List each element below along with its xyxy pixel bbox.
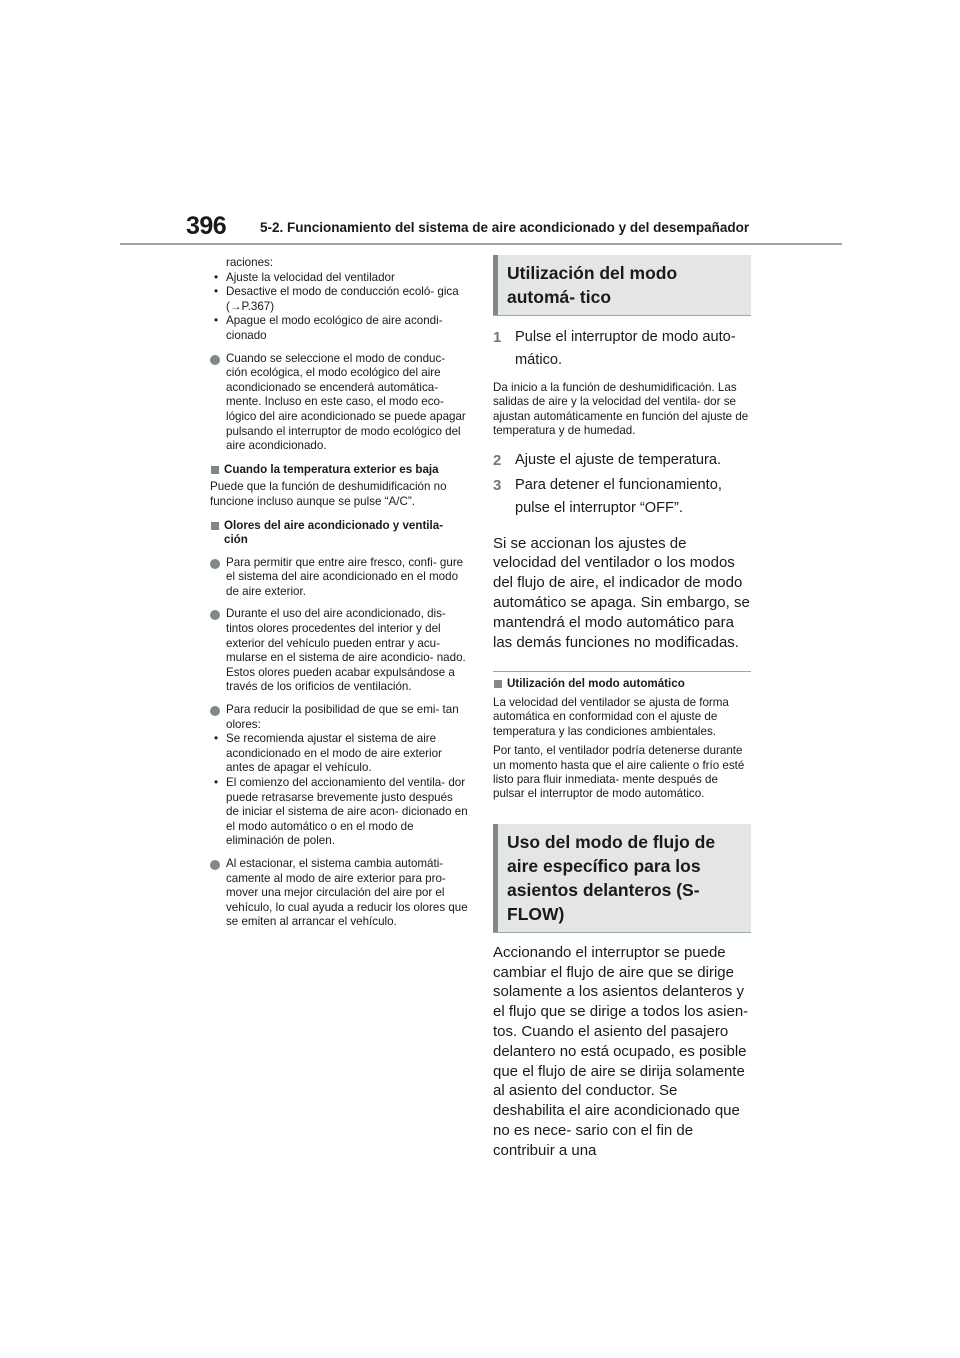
low-temp-text: Puede que la función de deshumidificación no funcione incluso aunque se pulse “A/C”. bbox=[210, 480, 447, 508]
odors-item-text: Durante el uso del aire acondicionado, dis- tintos olores procedentes del interior y del exterior del vehículo pueden entrar y acu- mularse en el sistema de aire acondicio- nado. Estos olores pueden acabar expulsándose a través de los orificios de ventilación. bbox=[226, 607, 466, 694]
circle-bullet-icon bbox=[210, 355, 220, 365]
left-column bbox=[210, 256, 468, 930]
bullet-icon: • bbox=[214, 285, 219, 299]
auto-use-heading-text: Utilización del modo automático bbox=[507, 677, 685, 691]
step-item bbox=[493, 326, 751, 372]
bullet-icon: • bbox=[214, 314, 219, 328]
circle-bullet-icon bbox=[210, 559, 220, 569]
step-number: 2 bbox=[493, 451, 502, 469]
sflow-section-title-text: Uso del modo de flujo de aire específico para los asientos delanteros (S-FLOW) bbox=[507, 831, 716, 924]
list-item-text: Apague el modo ecológico de aire acondi- cionado bbox=[226, 314, 443, 342]
list-item bbox=[210, 776, 468, 849]
chapter-title: 5-2. Funcionamiento del sistema de aire acondicionado y del desempañador bbox=[260, 220, 750, 235]
square-bullet-icon bbox=[211, 522, 219, 530]
step-number: 1 bbox=[493, 329, 502, 346]
list-item-text: El comienzo del accionamiento del ventila- dor puede retrasarse brevemente justo después de iniciar el sistema de aire acon- dicionado en el modo automático o en el modo de eliminación de polen. bbox=[226, 776, 468, 848]
auto-use-paragraph: La velocidad del ventilador se ajusta de forma automática en conformidad con el ajuste de temperatura y las condiciones ambientales. bbox=[493, 696, 729, 738]
step-text: Ajuste el ajuste de temperatura. bbox=[515, 451, 722, 468]
odors-item bbox=[210, 556, 468, 600]
list-item-text: Desactive el modo de conducción ecoló- gica (→P.367) bbox=[226, 285, 459, 313]
list-item bbox=[210, 732, 468, 776]
sflow-section-title bbox=[493, 824, 751, 932]
auto-use-paragraph: Por tanto, el ventilador podría detenerse durante un momento hasta que el aire caliente o frío esté listo para fluir inmediata- mente después de pulsar el interruptor de modo automático. bbox=[493, 744, 745, 801]
odors-heading bbox=[210, 519, 468, 548]
page-header bbox=[0, 0, 960, 250]
list-item bbox=[210, 314, 468, 343]
low-temp-heading bbox=[210, 463, 468, 478]
bullet-icon: • bbox=[214, 270, 219, 284]
auto-mode-section-title-text: Utilización del modo automá- tico bbox=[507, 263, 678, 307]
reduce-odors-intro: Para reducir la posibilidad de que se emi- tan olores: bbox=[226, 703, 459, 731]
list-item-text: Ajuste la velocidad del ventilador bbox=[226, 270, 395, 284]
step-item bbox=[493, 474, 751, 520]
square-bullet-icon bbox=[494, 680, 502, 688]
odors-item bbox=[210, 607, 468, 695]
circle-bullet-icon bbox=[210, 706, 220, 716]
step-1-note: Da inicio a la función de deshumidificación. Las salidas de aire y la velocidad del ventila- dor se ajustan automáticamente en función del ajuste de temperatura y de humedad. bbox=[493, 381, 749, 438]
eco-mode-note bbox=[210, 352, 468, 454]
list-item-text: Se recomienda ajustar el sistema de aire acondicionado en el modo de aire exterior antes de apagar el vehículo. bbox=[226, 732, 442, 775]
section-accent-bar bbox=[493, 255, 498, 315]
bullet-icon: • bbox=[214, 732, 219, 746]
auto-use-heading bbox=[493, 677, 751, 692]
auto-mode-section-title bbox=[493, 255, 751, 315]
odors-heading-text: Olores del aire acondicionado y ventila- ción bbox=[224, 518, 444, 547]
section-accent-bar bbox=[493, 824, 498, 932]
reduce-odors-note bbox=[210, 703, 468, 732]
step-item bbox=[493, 449, 751, 472]
eco-mode-note-text: Cuando se seleccione el modo de conduc- ción ecológica, el modo ecológico del aire acondicionado se encenderá automática- mente. Incluso en este caso, el modo eco- lógico del aire acondicionado se puede apagar pulsando el interruptor de modo ecológico del aire acondicionado. bbox=[226, 351, 466, 453]
step-text: Para detener el funcionamiento, pulse el interruptor “OFF”. bbox=[515, 476, 722, 516]
parking-note bbox=[210, 857, 468, 930]
list-item bbox=[210, 285, 468, 314]
header-divider bbox=[120, 243, 842, 245]
circle-bullet-icon bbox=[210, 610, 220, 620]
bullet-icon: • bbox=[214, 776, 219, 789]
step-text: Pulse el interruptor de modo auto- mático. bbox=[515, 329, 736, 368]
circle-bullet-icon bbox=[210, 860, 220, 870]
page-number: 396 bbox=[186, 212, 227, 240]
section-divider bbox=[493, 315, 751, 316]
step-number: 3 bbox=[493, 476, 502, 494]
section-divider bbox=[493, 932, 751, 933]
odors-item-text: Para permitir que entre aire fresco, confi- gure el sistema del aire acondicionado en el modo de aire exterior. bbox=[226, 555, 464, 598]
sflow-paragraph: Accionando el interruptor se puede cambiar el flujo de aire que se dirige solamente a los asientos delanteros y el flujo que se dirige a todos los asien- tos. Cuando el asiento del pasajero delantero no está ocupado, es posible que el flujo de aire se dirija solamente al asiento del conductor. Se deshabilita el aire acondicionado que no es nece- sario con el fin de contribuir a una bbox=[493, 943, 749, 1159]
list-item bbox=[210, 271, 468, 286]
right-column bbox=[493, 255, 751, 1161]
note-divider bbox=[493, 671, 751, 672]
auto-mode-paragraph: Si se accionan los ajustes de velocidad del ventilador o los modos del flujo de aire, el indicador de modo automático se apaga. Sin embargo, se mantendrá el modo automático para las demás funciones no modificadas. bbox=[493, 534, 750, 651]
low-temp-heading-text: Cuando la temperatura exterior es baja bbox=[224, 462, 439, 476]
square-bullet-icon bbox=[211, 466, 219, 474]
intro-line: raciones: bbox=[226, 256, 274, 269]
parking-note-text: Al estacionar, el sistema cambia automáti- camente al modo de aire exterior para pro- mover una mejor circulación del aire por el vehículo, lo cual ayuda a reducir los olores que se emiten al arrancar el vehículo. bbox=[226, 856, 468, 929]
